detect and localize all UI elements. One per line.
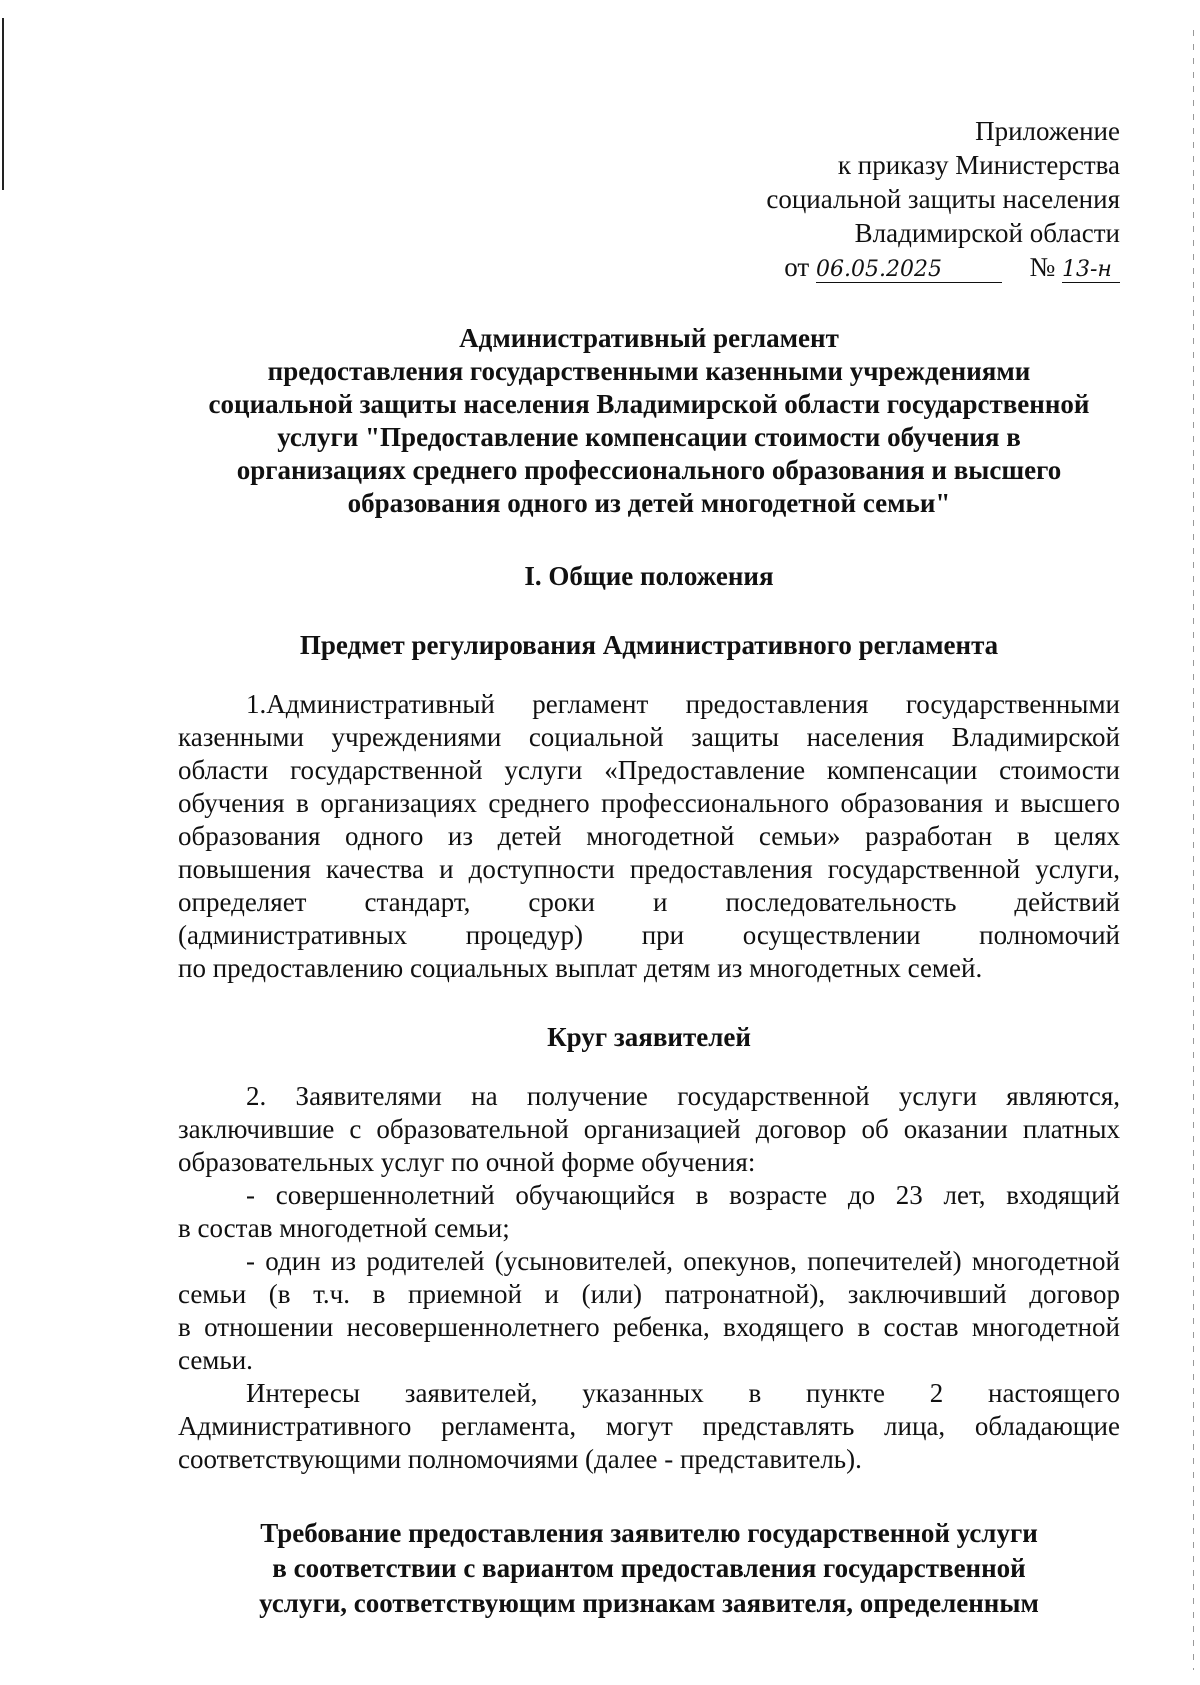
text-line: казенными учреждениями социальной защиты населения Владимирской	[178, 722, 1120, 752]
text-line: обучения в организациях среднего профессионального образования и высшего	[178, 788, 1120, 818]
document-title	[178, 322, 1120, 520]
appendix-region: Владимирской области	[854, 218, 1120, 248]
heading-line: услуги, соответствующим признакам заявителя, определенным	[259, 1588, 1039, 1618]
text-line: образовательных услуг по очной форме обучения:	[178, 1147, 756, 1177]
scan-edge-left	[2, 18, 4, 190]
text-line: Административного регламента, могут представлять лица, обладающие	[178, 1411, 1120, 1441]
text-line: соответствующими полномочиями (далее - представитель).	[178, 1444, 862, 1474]
text-line: - один из родителей (усыновителей, опекунов, попечителей) многодетной	[246, 1246, 1120, 1276]
text-line: 2. Заявителями на получение государственной услуги являются,	[246, 1081, 1120, 1111]
text-line: Интересы заявителей, указанных в пункте 2 настоящего	[246, 1378, 1120, 1408]
text-line: по предоставлению социальных выплат детям из многодетных семей.	[178, 953, 983, 983]
title-line: социальной защиты населения Владимирской области государственной	[208, 389, 1090, 419]
text-line: области государственной услуги «Предоставление компенсации стоимости	[178, 755, 1120, 785]
appendix-header	[178, 114, 1120, 284]
title-line: услуги "Предоставление компенсации стоимости обучения в	[277, 422, 1021, 452]
from-label: от	[784, 252, 810, 282]
document-page	[178, 114, 1120, 1621]
paragraph-applicants	[178, 1080, 1120, 1476]
text-line: заключившие с образовательной организацией договор об оказании платных	[178, 1114, 1120, 1144]
heading-line: в соответствии с вариантом предоставления государственной	[272, 1553, 1026, 1583]
appendix-date-number-line	[178, 250, 1120, 284]
heading-line: Требование предоставления заявителю государственной услуги	[260, 1518, 1038, 1548]
appendix-order-ref: к приказу Министерства	[837, 150, 1120, 180]
text-line: - совершеннолетний обучающийся в возрасте до 23 лет, входящий	[246, 1180, 1120, 1210]
text-line: повышения качества и доступности предоставления государственной услуги,	[178, 854, 1120, 884]
subsection-heading-requirement	[178, 1516, 1120, 1621]
paragraph-subject	[178, 688, 1120, 985]
title-line: Административный регламент	[459, 323, 839, 353]
text-line: в отношении несовершеннолетнего ребенка, входящего в состав многодетной	[178, 1312, 1120, 1342]
appendix-ministry: социальной защиты населения	[766, 184, 1120, 214]
scan-edge-right	[1193, 30, 1194, 1670]
text-line: образования одного из детей многодетной семьи» разработан в целях	[178, 821, 1120, 851]
section-heading-general: I. Общие положения	[524, 561, 774, 591]
subsection-heading-applicants: Круг заявителей	[547, 1022, 751, 1052]
text-line: (административных процедур) при осуществлении полномочий	[178, 920, 1120, 950]
handwritten-date: 06.05.2025	[816, 258, 1002, 283]
appendix-label: Приложение	[975, 116, 1120, 146]
title-line: образования одного из детей многодетной семьи"	[347, 488, 951, 518]
text-line: семьи (в т.ч. в приемной и (или) патронатной), заключивший договор	[178, 1279, 1120, 1309]
title-line: предоставления государственными казенными учреждениями	[267, 356, 1031, 386]
text-line: семьи.	[178, 1345, 253, 1375]
text-line: определяет стандарт, сроки и последовательность действий	[178, 887, 1120, 917]
handwritten-number: 13-н	[1062, 258, 1120, 283]
text-line: в состав многодетной семьи;	[178, 1213, 510, 1243]
number-label: №	[1029, 252, 1056, 282]
subsection-heading-subject: Предмет регулирования Административного регламента	[299, 630, 999, 660]
text-line: 1.Административный регламент предоставления государственными	[246, 689, 1120, 719]
title-line: организациях среднего профессионального образования и высшего	[236, 455, 1062, 485]
